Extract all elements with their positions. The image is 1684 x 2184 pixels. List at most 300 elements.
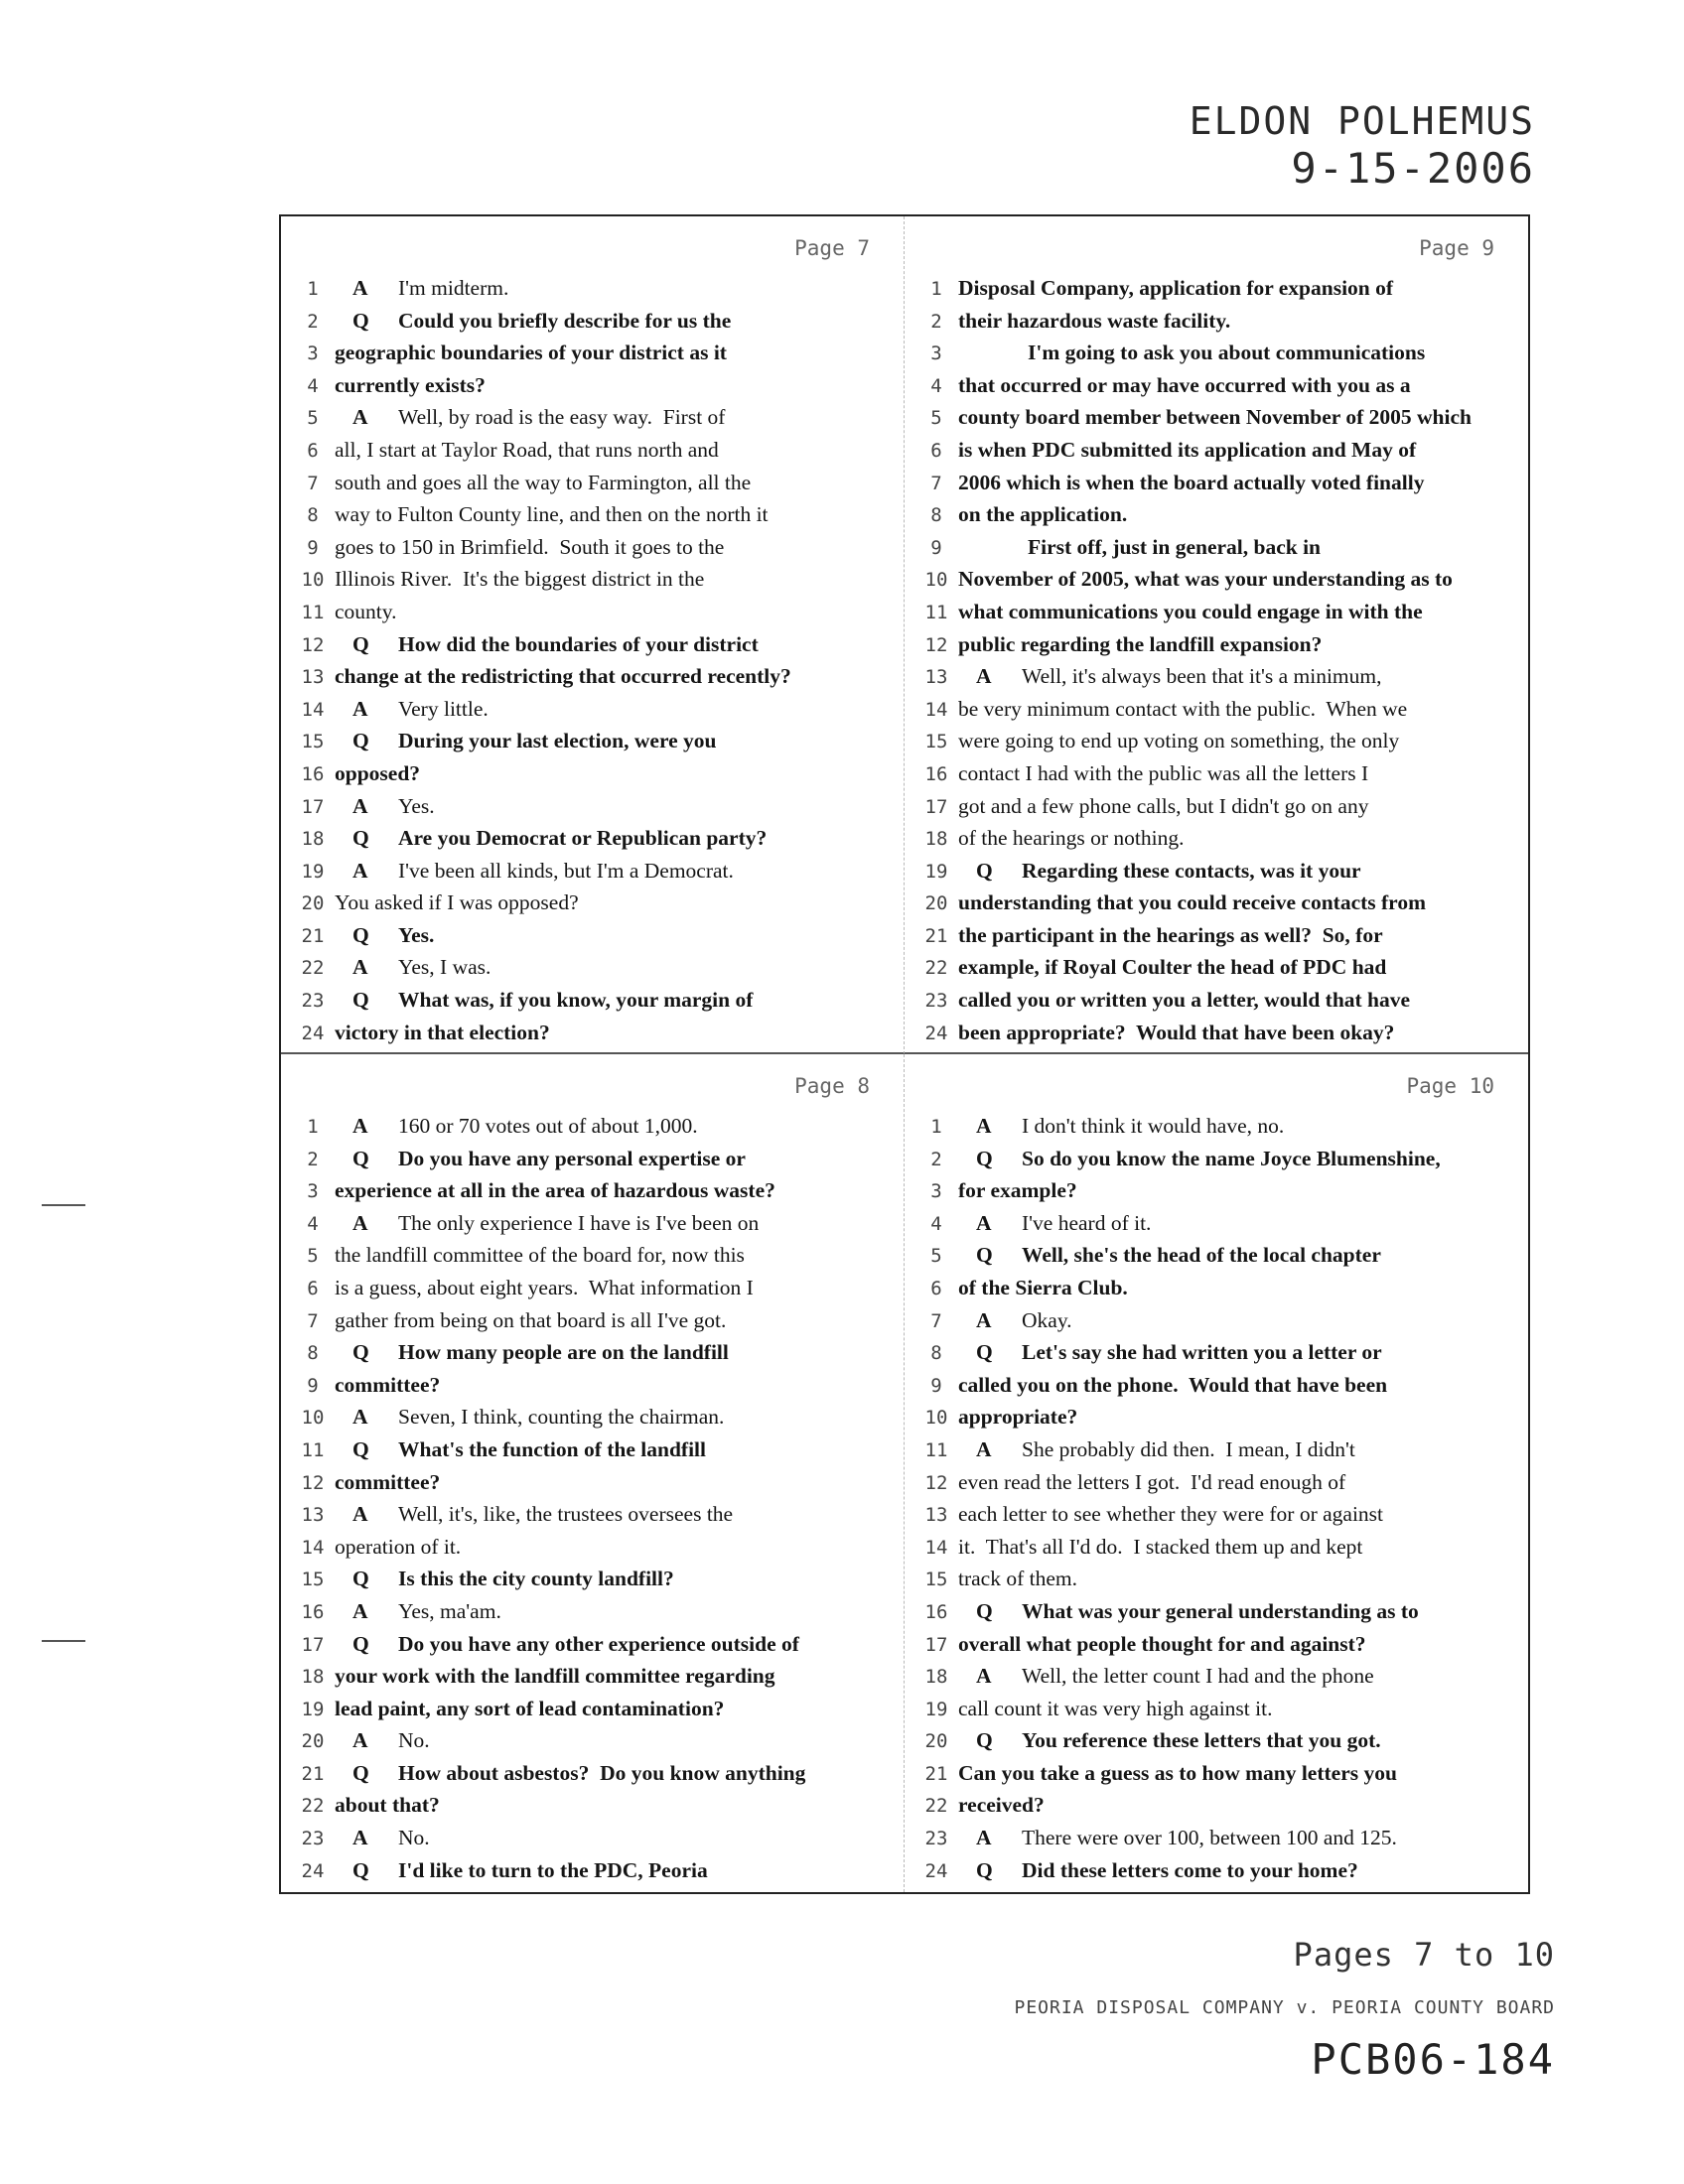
line-text: Let's say she had written you a letter or bbox=[1022, 1340, 1382, 1365]
line-number: 4 bbox=[930, 1212, 942, 1235]
line-text: currently exists? bbox=[335, 372, 486, 397]
line-text-container bbox=[958, 1466, 1345, 1499]
line-number: 17 bbox=[301, 795, 325, 818]
transcript-line bbox=[914, 1789, 1518, 1822]
line-text-container bbox=[958, 887, 1426, 919]
transcript-line bbox=[914, 369, 1518, 402]
speaker-label: A bbox=[352, 955, 368, 980]
transcript-line bbox=[914, 401, 1518, 434]
line-text: were going to end up voting on something, the only bbox=[958, 729, 1400, 753]
line-number: 5 bbox=[930, 1245, 942, 1268]
transcript-line bbox=[291, 693, 894, 726]
line-text-container bbox=[958, 1017, 1394, 1049]
line-text-container bbox=[335, 1369, 440, 1402]
transcript-line bbox=[291, 1336, 894, 1369]
line-number: 6 bbox=[307, 1277, 319, 1299]
line-text-container bbox=[335, 1174, 775, 1207]
speaker-label: Q bbox=[976, 1146, 993, 1170]
transcript-line bbox=[291, 563, 894, 596]
line-number: 4 bbox=[930, 374, 942, 397]
transcript-line bbox=[291, 855, 894, 887]
line-number: 9 bbox=[930, 1374, 942, 1397]
speaker-label: A bbox=[976, 1436, 992, 1461]
transcript-line bbox=[914, 1563, 1518, 1595]
line-text: county. bbox=[335, 599, 397, 623]
line-text: goes to 150 in Brimfield. South it goes to the bbox=[335, 534, 725, 559]
line-number: 2 bbox=[307, 1148, 319, 1170]
transcript-line bbox=[291, 337, 894, 369]
line-number: 21 bbox=[924, 924, 948, 947]
line-text-container bbox=[958, 1336, 1382, 1369]
line-text: Do you have any other experience outside of bbox=[398, 1631, 799, 1656]
line-text-container bbox=[958, 337, 1425, 369]
line-number: 3 bbox=[930, 342, 942, 365]
transcript-line bbox=[291, 1660, 894, 1693]
line-text: been appropriate? Would that have been okay? bbox=[958, 1020, 1395, 1044]
line-text: example, if Royal Coulter the head of PDC had bbox=[958, 955, 1387, 980]
line-number: 11 bbox=[924, 1438, 948, 1461]
line-text: is when PDC submitted its application and May of bbox=[958, 437, 1417, 462]
line-text: Can you take a guess as to how many letters you bbox=[958, 1760, 1397, 1785]
line-text-container bbox=[335, 596, 397, 628]
transcript-line bbox=[914, 1531, 1518, 1564]
speaker-label: A bbox=[352, 276, 368, 300]
line-text: Is this the city county landfill? bbox=[398, 1567, 674, 1591]
line-number: 18 bbox=[924, 828, 948, 851]
speaker-label: Q bbox=[352, 1631, 369, 1656]
line-text: public regarding the landfill expansion? bbox=[958, 631, 1323, 656]
line-text-container bbox=[958, 660, 1382, 693]
line-text-container bbox=[958, 596, 1423, 628]
line-text-container bbox=[335, 919, 434, 952]
transcript-line bbox=[291, 1757, 894, 1790]
transcript-grid bbox=[279, 214, 1530, 1894]
line-number: 11 bbox=[301, 1438, 325, 1461]
line-text: understanding that you could receive contacts from bbox=[958, 890, 1426, 915]
speaker-label: A bbox=[352, 1826, 368, 1850]
transcript-line bbox=[914, 305, 1518, 338]
line-number: 22 bbox=[924, 1795, 948, 1818]
line-text-container bbox=[335, 369, 486, 402]
transcript-line bbox=[291, 1272, 894, 1304]
line-text-container bbox=[958, 1110, 1284, 1143]
line-number: 12 bbox=[301, 1471, 325, 1494]
header-date: 9-15-2006 bbox=[1291, 144, 1535, 193]
transcript-line bbox=[914, 822, 1518, 855]
line-text-container bbox=[958, 693, 1407, 726]
transcript-line bbox=[914, 1304, 1518, 1337]
transcript-line bbox=[914, 1757, 1518, 1790]
transcript-line bbox=[914, 951, 1518, 984]
transcript-line bbox=[291, 1531, 894, 1564]
transcript-line bbox=[914, 1369, 1518, 1402]
line-text: First off, just in general, back in bbox=[1028, 534, 1322, 559]
line-number: 18 bbox=[924, 1666, 948, 1689]
transcript-line bbox=[914, 272, 1518, 305]
line-text-container bbox=[335, 693, 489, 726]
transcript-line bbox=[914, 1822, 1518, 1854]
line-text: your work with the landfill committee regarding bbox=[335, 1664, 775, 1689]
line-text-container bbox=[335, 1531, 461, 1564]
line-text-container bbox=[335, 1628, 799, 1661]
line-text: operation of it. bbox=[335, 1534, 462, 1559]
page-8-lines bbox=[291, 1110, 894, 1886]
line-text: Yes. bbox=[398, 793, 435, 818]
line-text-container bbox=[335, 1336, 729, 1369]
line-text: How many people are on the landfill bbox=[398, 1340, 729, 1365]
line-number: 23 bbox=[301, 990, 325, 1013]
transcript-line bbox=[291, 401, 894, 434]
transcript-line bbox=[914, 1110, 1518, 1143]
transcript-line bbox=[914, 628, 1518, 661]
transcript-line bbox=[291, 1143, 894, 1175]
transcript-line bbox=[291, 919, 894, 952]
transcript-line bbox=[291, 596, 894, 628]
line-text-container bbox=[958, 1724, 1381, 1757]
line-text-container bbox=[958, 434, 1416, 467]
line-text: be very minimum contact with the public. When we bbox=[958, 696, 1408, 721]
line-text: south and goes all the way to Farmington, all the bbox=[335, 470, 752, 494]
line-number: 2 bbox=[930, 1148, 942, 1170]
speaker-label: Q bbox=[352, 1567, 369, 1591]
line-number: 20 bbox=[924, 1730, 948, 1753]
line-number: 12 bbox=[301, 633, 325, 656]
line-number: 21 bbox=[301, 1762, 325, 1785]
transcript-line bbox=[914, 1017, 1518, 1049]
transcript-line bbox=[291, 951, 894, 984]
line-text: During your last election, were you bbox=[398, 729, 717, 753]
line-number: 10 bbox=[924, 569, 948, 592]
transcript-line bbox=[914, 855, 1518, 887]
line-number: 2 bbox=[307, 310, 319, 333]
line-text-container bbox=[335, 1110, 698, 1143]
speaker-label: A bbox=[976, 1664, 992, 1689]
line-text: What was your general understanding as to bbox=[1022, 1598, 1419, 1623]
line-text-container bbox=[335, 305, 731, 338]
line-text: I don't think it would have, no. bbox=[1022, 1114, 1285, 1138]
transcript-line bbox=[291, 369, 894, 402]
line-text-container bbox=[335, 1239, 745, 1272]
line-text-container bbox=[958, 951, 1386, 984]
line-text-container bbox=[958, 1693, 1272, 1725]
transcript-line bbox=[291, 1401, 894, 1433]
line-number: 21 bbox=[924, 1762, 948, 1785]
speaker-label: Q bbox=[976, 1728, 993, 1753]
line-number: 6 bbox=[307, 439, 319, 462]
line-number: 1 bbox=[930, 278, 942, 300]
transcript-line bbox=[291, 660, 894, 693]
line-text-container bbox=[335, 1789, 440, 1822]
line-text-container bbox=[958, 1789, 1045, 1822]
line-number: 18 bbox=[301, 1666, 325, 1689]
transcript-line bbox=[914, 1336, 1518, 1369]
line-number: 14 bbox=[924, 1536, 948, 1559]
line-text-container bbox=[335, 531, 724, 564]
transcript-line bbox=[914, 1854, 1518, 1887]
line-text-container bbox=[335, 951, 491, 984]
line-number: 8 bbox=[307, 1342, 319, 1365]
line-text: Very little. bbox=[398, 696, 489, 721]
line-text-container bbox=[335, 498, 769, 531]
transcript-line bbox=[914, 1433, 1518, 1466]
transcript-line bbox=[914, 498, 1518, 531]
line-text-container bbox=[335, 628, 759, 661]
footer-case-caption: PEORIA DISPOSAL COMPANY v. PEORIA COUNTY BOARD bbox=[1014, 1997, 1555, 2018]
speaker-label: A bbox=[976, 664, 992, 689]
speaker-label: A bbox=[352, 1728, 368, 1753]
line-number: 16 bbox=[924, 1600, 948, 1623]
transcript-line bbox=[914, 337, 1518, 369]
line-text-container bbox=[958, 1433, 1355, 1466]
line-text: gather from being on that board is all I've got. bbox=[335, 1307, 727, 1332]
line-text: opposed? bbox=[335, 760, 421, 785]
line-text-container bbox=[335, 1693, 724, 1725]
line-text: I'd like to turn to the PDC, Peoria bbox=[398, 1857, 708, 1882]
line-text: Yes, ma'am. bbox=[398, 1598, 501, 1623]
line-number: 24 bbox=[301, 1859, 325, 1882]
speaker-label: A bbox=[352, 858, 368, 883]
page-8-panel bbox=[281, 1054, 905, 1892]
line-text: on the application. bbox=[958, 502, 1128, 527]
transcript-line bbox=[291, 628, 894, 661]
speaker-label: A bbox=[352, 1405, 368, 1430]
transcript-line bbox=[291, 1789, 894, 1822]
line-number: 16 bbox=[924, 762, 948, 785]
line-text-container bbox=[335, 855, 734, 887]
line-text-container bbox=[958, 1822, 1397, 1854]
line-number: 24 bbox=[924, 1022, 948, 1044]
line-number: 14 bbox=[301, 698, 325, 721]
speaker-label: Q bbox=[976, 1598, 993, 1623]
line-text: the landfill committee of the board for, now this bbox=[335, 1243, 745, 1268]
line-number: 13 bbox=[301, 666, 325, 689]
line-number: 9 bbox=[930, 536, 942, 559]
line-text: lead paint, any sort of lead contamination? bbox=[335, 1696, 725, 1720]
page-7-lines bbox=[291, 272, 894, 1048]
speaker-label: A bbox=[976, 1210, 992, 1235]
line-text: I've heard of it. bbox=[1022, 1210, 1152, 1235]
line-text-container bbox=[958, 822, 1185, 855]
page-7-label: Page 7 bbox=[794, 236, 870, 260]
transcript-line bbox=[291, 1369, 894, 1402]
transcript-line bbox=[291, 790, 894, 823]
line-text: Yes, I was. bbox=[398, 955, 491, 980]
line-number: 1 bbox=[307, 278, 319, 300]
line-text-container bbox=[958, 1531, 1362, 1564]
line-text-container bbox=[958, 305, 1230, 338]
line-text-container bbox=[958, 628, 1322, 661]
line-text-container bbox=[958, 467, 1424, 499]
line-text: No. bbox=[398, 1826, 430, 1850]
line-number: 5 bbox=[930, 407, 942, 430]
line-number: 3 bbox=[307, 342, 319, 365]
line-text-container bbox=[335, 1595, 501, 1628]
line-text: 2006 which is when the board actually voted finally bbox=[958, 470, 1425, 494]
line-text: Are you Democrat or Republican party? bbox=[398, 826, 768, 851]
line-text-container bbox=[335, 337, 727, 369]
line-number: 10 bbox=[301, 1407, 325, 1430]
line-text-container bbox=[958, 1304, 1072, 1337]
line-text-container bbox=[335, 660, 791, 693]
line-text: I'm midterm. bbox=[398, 276, 509, 300]
speaker-label: Q bbox=[352, 826, 369, 851]
line-text: of the hearings or nothing. bbox=[958, 826, 1185, 851]
line-text: You asked if I was opposed? bbox=[335, 890, 579, 915]
transcript-line bbox=[914, 434, 1518, 467]
line-number: 1 bbox=[930, 1116, 942, 1138]
line-text: Could you briefly describe for us the bbox=[398, 308, 732, 333]
line-number: 11 bbox=[924, 601, 948, 623]
line-text-container bbox=[335, 1724, 430, 1757]
transcript-line bbox=[291, 1854, 894, 1887]
line-text-container bbox=[335, 790, 435, 823]
transcript-line bbox=[291, 1628, 894, 1661]
line-number: 2 bbox=[930, 310, 942, 333]
line-number: 20 bbox=[301, 1730, 325, 1753]
line-text: committee? bbox=[335, 1372, 441, 1397]
line-text: overall what people thought for and against? bbox=[958, 1631, 1366, 1656]
line-text-container bbox=[335, 1272, 754, 1304]
transcript-line bbox=[291, 1693, 894, 1725]
line-text-container bbox=[335, 725, 716, 757]
line-text-container bbox=[335, 1660, 775, 1693]
transcript-line bbox=[914, 1207, 1518, 1240]
line-text: Seven, I think, counting the chairman. bbox=[398, 1405, 725, 1430]
line-text-container bbox=[958, 1401, 1077, 1433]
line-number: 8 bbox=[307, 504, 319, 527]
line-text: November of 2005, what was your understanding as to bbox=[958, 567, 1453, 592]
transcript-line bbox=[291, 305, 894, 338]
line-number: 19 bbox=[301, 1698, 325, 1720]
line-number: 13 bbox=[924, 666, 948, 689]
line-text-container bbox=[958, 725, 1399, 757]
line-number: 16 bbox=[301, 762, 325, 785]
line-text: I'm going to ask you about communications bbox=[1028, 341, 1426, 365]
speaker-label: Q bbox=[352, 988, 369, 1013]
line-text: is a guess, about eight years. What information I bbox=[335, 1275, 754, 1299]
line-number: 8 bbox=[930, 504, 942, 527]
page-9-panel bbox=[905, 216, 1528, 1054]
transcript-line bbox=[914, 563, 1518, 596]
transcript-line bbox=[291, 1304, 894, 1337]
line-number: 5 bbox=[307, 1245, 319, 1268]
line-text: Yes. bbox=[398, 922, 435, 947]
line-text: How did the boundaries of your district bbox=[398, 631, 759, 656]
line-text: call count it was very high against it. bbox=[958, 1696, 1273, 1720]
transcript-line bbox=[291, 1595, 894, 1628]
line-text-container bbox=[335, 757, 420, 790]
line-number: 7 bbox=[930, 1309, 942, 1332]
line-text: Well, the letter count I had and the phone bbox=[1022, 1664, 1374, 1689]
line-number: 17 bbox=[301, 1633, 325, 1656]
speaker-label: A bbox=[352, 1598, 368, 1623]
line-text-container bbox=[958, 401, 1472, 434]
line-number: 3 bbox=[307, 1180, 319, 1203]
line-number: 23 bbox=[924, 990, 948, 1013]
line-text: Well, by road is the easy way. First of bbox=[398, 405, 726, 430]
line-text-container bbox=[335, 563, 704, 596]
line-text: Well, it's, like, the trustees oversees the bbox=[398, 1502, 734, 1527]
line-text-container bbox=[958, 1854, 1358, 1887]
line-text: What's the function of the landfill bbox=[398, 1436, 706, 1461]
transcript-line bbox=[914, 757, 1518, 790]
transcript-line bbox=[914, 1693, 1518, 1725]
header-witness-name: ELDON POLHEMUS bbox=[1189, 99, 1535, 143]
speaker-label: A bbox=[352, 1114, 368, 1138]
speaker-label: Q bbox=[352, 308, 369, 333]
line-text-container bbox=[335, 1822, 430, 1854]
speaker-label: A bbox=[976, 1114, 992, 1138]
line-text: the participant in the hearings as well? So, for bbox=[958, 922, 1383, 947]
line-number: 22 bbox=[924, 957, 948, 980]
transcript-line bbox=[914, 790, 1518, 823]
line-text: change at the redistricting that occurred recently? bbox=[335, 664, 791, 689]
transcript-line bbox=[291, 1207, 894, 1240]
line-number: 3 bbox=[930, 1180, 942, 1203]
line-number: 24 bbox=[924, 1859, 948, 1882]
speaker-label: A bbox=[352, 793, 368, 818]
line-text: Illinois River. It's the biggest district in the bbox=[335, 567, 705, 592]
transcript-line bbox=[914, 919, 1518, 952]
footer-pages-range: Pages 7 to 10 bbox=[1293, 1936, 1555, 1974]
line-number: 5 bbox=[307, 407, 319, 430]
page-10-label: Page 10 bbox=[1406, 1074, 1494, 1098]
transcript-line bbox=[914, 984, 1518, 1017]
line-text: Well, it's always been that it's a minimum, bbox=[1022, 664, 1382, 689]
line-number: 22 bbox=[301, 957, 325, 980]
transcript-line bbox=[291, 1110, 894, 1143]
page-9-label: Page 9 bbox=[1419, 236, 1494, 260]
line-text: There were over 100, between 100 and 125. bbox=[1022, 1826, 1397, 1850]
speaker-label: Q bbox=[976, 1857, 993, 1882]
line-number: 6 bbox=[930, 439, 942, 462]
line-number: 11 bbox=[301, 601, 325, 623]
speaker-label: A bbox=[352, 696, 368, 721]
line-text-container bbox=[335, 1304, 726, 1337]
line-text-container bbox=[958, 1628, 1366, 1661]
line-number: 10 bbox=[924, 1407, 948, 1430]
transcript-line bbox=[914, 725, 1518, 757]
line-text: committee? bbox=[335, 1469, 441, 1494]
line-text-container bbox=[958, 1207, 1151, 1240]
transcript-line bbox=[291, 887, 894, 919]
line-number: 13 bbox=[301, 1504, 325, 1527]
speaker-label: Q bbox=[352, 922, 369, 947]
line-text-container bbox=[958, 1660, 1374, 1693]
line-number: 7 bbox=[307, 1309, 319, 1332]
line-number: 23 bbox=[301, 1828, 325, 1850]
transcript-line bbox=[914, 1724, 1518, 1757]
line-number: 17 bbox=[924, 1633, 948, 1656]
transcript-line bbox=[291, 467, 894, 499]
transcript-line bbox=[291, 984, 894, 1017]
line-text-container bbox=[335, 1143, 746, 1175]
line-number: 20 bbox=[301, 892, 325, 915]
transcript-line bbox=[914, 531, 1518, 564]
line-number: 21 bbox=[301, 924, 325, 947]
line-number: 10 bbox=[301, 569, 325, 592]
transcript-line bbox=[291, 1466, 894, 1499]
speaker-label: Q bbox=[352, 729, 369, 753]
line-number: 19 bbox=[924, 860, 948, 883]
line-text-container bbox=[958, 1239, 1381, 1272]
line-text: that occurred or may have occurred with you as a bbox=[958, 372, 1411, 397]
speaker-label: Q bbox=[976, 1340, 993, 1365]
line-text-container bbox=[335, 272, 508, 305]
speaker-label: Q bbox=[976, 1243, 993, 1268]
footer-docket-number: PCB06-184 bbox=[1311, 2035, 1555, 2084]
transcript-line bbox=[291, 757, 894, 790]
